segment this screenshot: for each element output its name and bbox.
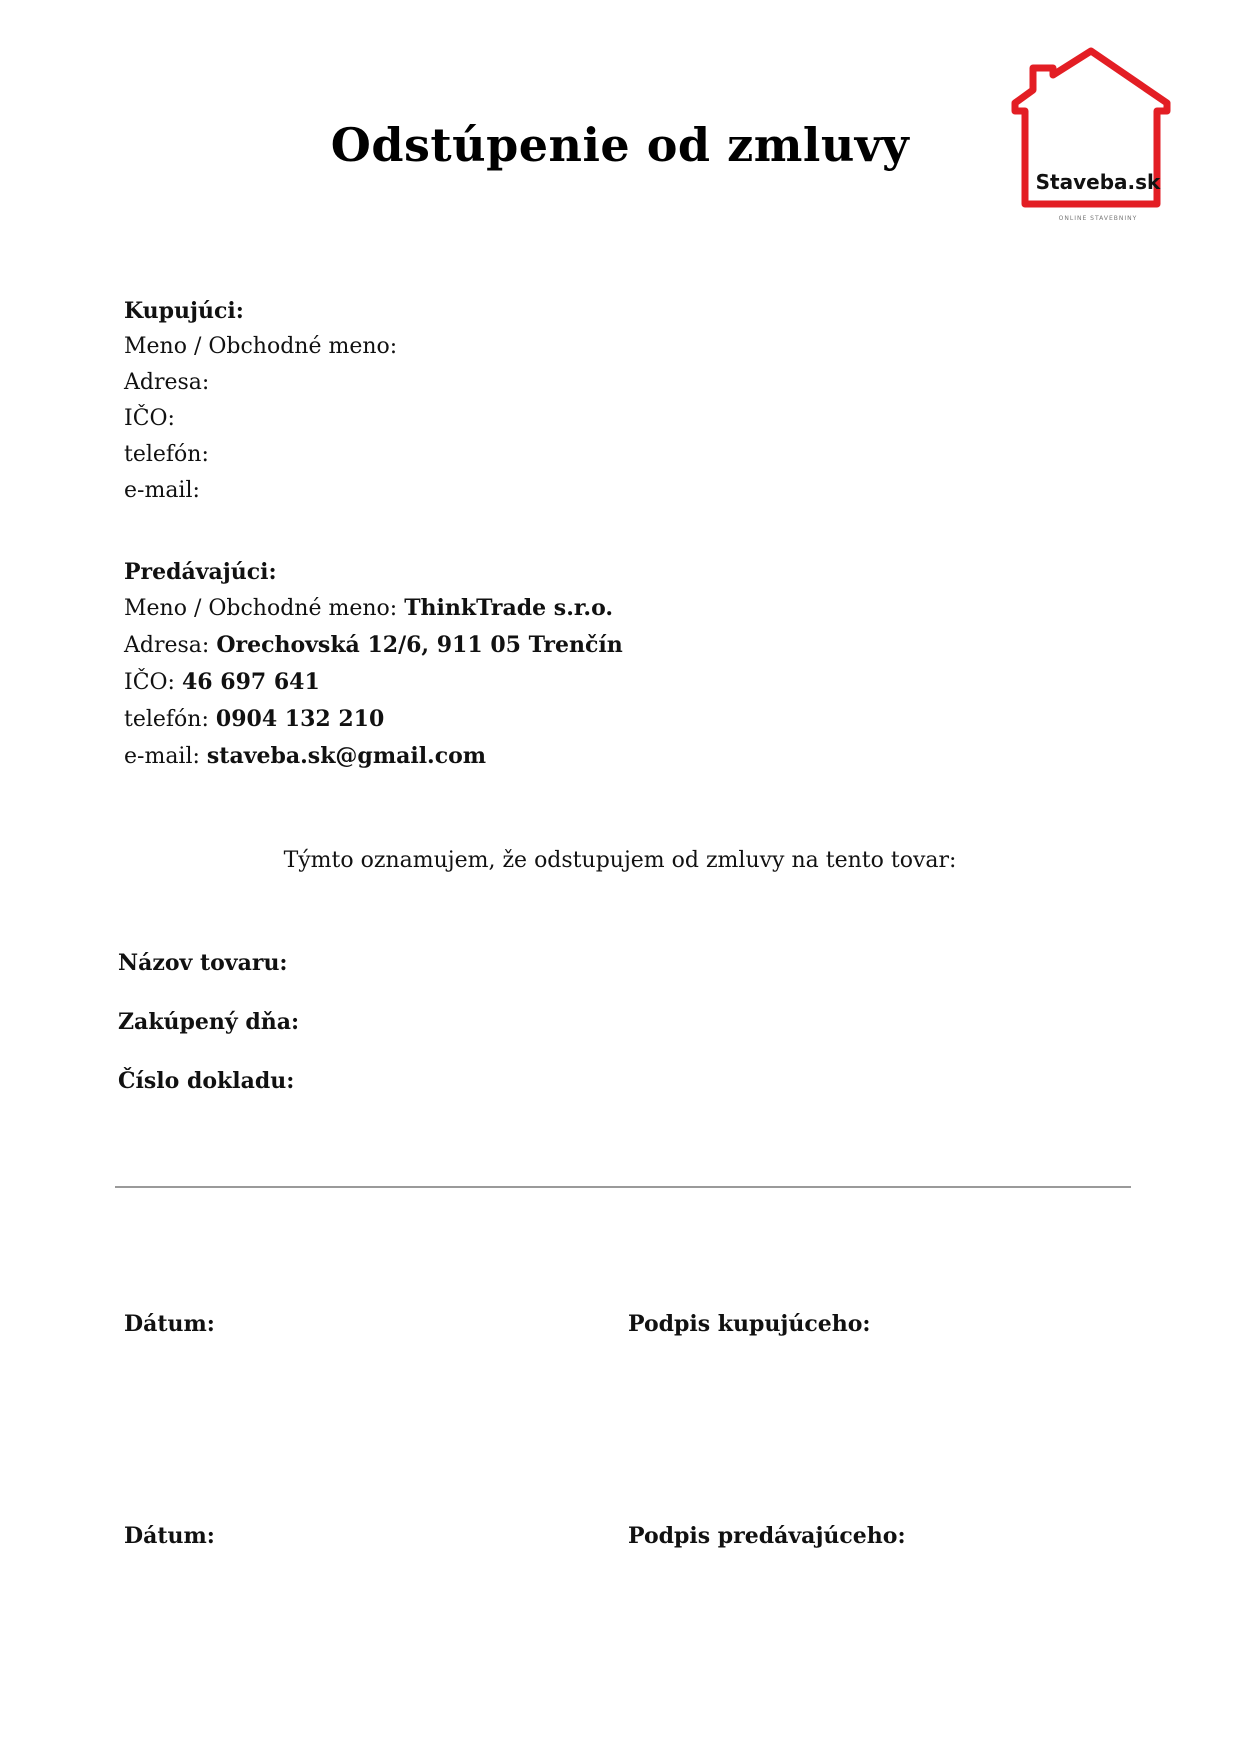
seller-email-value: staveba.sk@gmail.com — [206, 743, 487, 769]
seller-name-row — [124, 590, 623, 627]
seller-phone-row — [124, 701, 623, 738]
section-divider — [115, 1186, 1131, 1188]
page-title: Odstúpenie od zmluvy — [330, 118, 910, 172]
buyer-name-label: Meno / Obchodné meno: — [124, 334, 398, 359]
buyer-email-label: e-mail: — [124, 478, 200, 503]
buyer-address-label: Adresa: — [124, 370, 210, 395]
document-number-label: Číslo dokladu: — [118, 1068, 295, 1094]
seller-phone-value: 0904 132 210 — [215, 706, 385, 732]
buyer-phone-label: telefón: — [124, 442, 209, 467]
buyer-section — [124, 293, 397, 509]
seller-address-value: Orechovská 12/6, 911 05 Trenčín — [216, 632, 623, 658]
purchase-date-label: Zakúpený dňa: — [118, 1009, 300, 1035]
buyer-heading: Kupujúci: — [124, 298, 244, 324]
seller-address-label: Adresa: — [124, 633, 210, 658]
seller-email-row — [124, 738, 623, 775]
seller-address-row — [124, 627, 623, 664]
date-label-seller: Dátum: — [124, 1523, 215, 1549]
goods-name-label: Názov tovaru: — [118, 950, 288, 976]
logo-tagline: ONLINE STAVEBNINY — [1058, 215, 1138, 222]
seller-ico-label: IČO: — [124, 670, 175, 695]
seller-signature-label: Podpis predávajúceho: — [628, 1523, 906, 1549]
staveba-logo — [1005, 46, 1191, 224]
date-label-buyer: Dátum: — [124, 1311, 215, 1337]
seller-email-label: e-mail: — [124, 744, 200, 769]
seller-section — [124, 554, 623, 775]
house-logo-icon — [1005, 46, 1191, 224]
seller-ico-row — [124, 664, 623, 701]
logo-wordmark: Staveba.sk — [1035, 170, 1161, 194]
buyer-ico-label: IČO: — [124, 406, 175, 431]
buyer-signature-label: Podpis kupujúceho: — [628, 1311, 871, 1337]
seller-name-label: Meno / Obchodné meno: — [124, 596, 398, 621]
seller-phone-label: telefón: — [124, 707, 209, 732]
withdrawal-statement: Týmto oznamujem, že odstupujem od zmluvy na tento tovar: — [283, 848, 957, 873]
seller-heading: Predávajúci: — [124, 559, 277, 585]
seller-ico-value: 46 697 641 — [181, 669, 320, 695]
seller-name-value: ThinkTrade s.r.o. — [404, 595, 614, 621]
